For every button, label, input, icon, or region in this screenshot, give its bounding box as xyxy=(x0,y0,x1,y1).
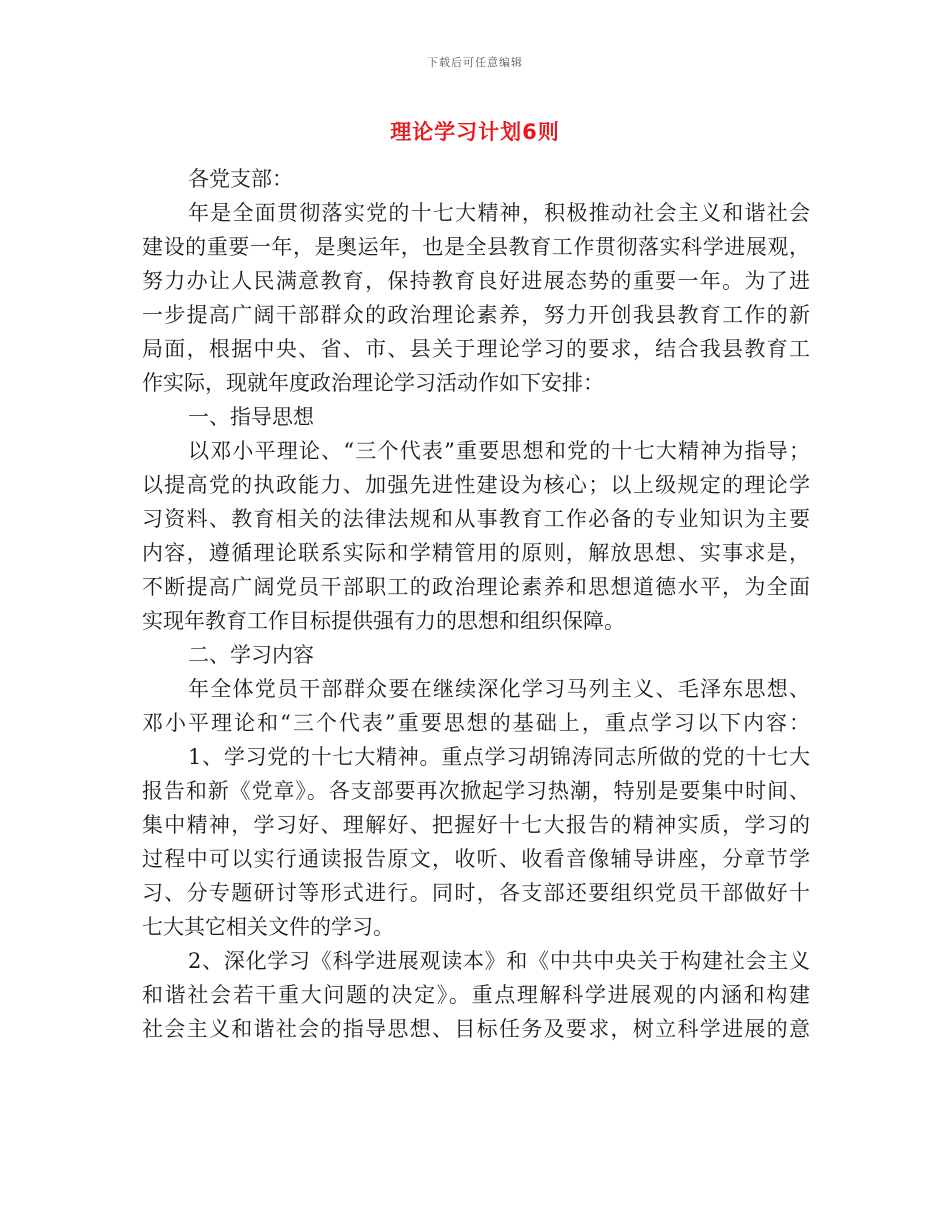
paragraph-line: 邓小平理论和“三个代表”重要思想的基础上，重点学习以下内容： xyxy=(142,711,810,735)
paragraph-line: 作实际，现就年度政治理论学习活动作如下安排： xyxy=(142,371,604,395)
paragraph-line: 和谐社会若干重大问题的决定》。重点理解科学进展观的内涵和构建 xyxy=(142,983,810,1007)
document-body xyxy=(142,162,810,1046)
paragraph-line: 习、分专题研讨等形式进行。同时，各支部还要组织党员干部做好十 xyxy=(142,881,810,905)
paragraph-line: 以提高党的执政能力、加强先进性建设为核心；以上级规定的理论学 xyxy=(142,473,810,497)
paragraph-line: 实现年教育工作目标提供强有力的思想和组织保障。 xyxy=(142,609,625,633)
paragraph-line: 集中精神，学习好、理解好、把握好十七大报告的精神实质，学习的 xyxy=(142,813,810,837)
section-heading: 二、学习内容 xyxy=(188,643,314,667)
document-title: 理论学习计划6则 xyxy=(390,120,560,144)
paragraph-line: 内容，遵循理论联系实际和学精管用的原则，解放思想、实事求是， xyxy=(142,541,810,565)
salutation-line: 各党支部： xyxy=(188,167,293,191)
paragraph-line: 习资料、教育相关的法律法规和从事教育工作必备的专业知识为主要 xyxy=(142,507,810,531)
paragraph-line: 过程中可以实行通读报告原文，收听、收看音像辅导讲座，分章节学 xyxy=(142,847,810,871)
paragraph-line: 不断提高广阔党员干部职工的政治理论素养和思想道德水平，为全面 xyxy=(142,575,810,599)
paragraph-line: 七大其它相关文件的学习。 xyxy=(142,915,394,939)
paragraph-line: 社会主义和谐社会的指导思想、目标任务及要求，树立科学进展的意 xyxy=(142,1017,810,1041)
header-note: 下载后可任意编辑 xyxy=(427,56,523,69)
paragraph-line: 一步提高广阔干部群众的政治理论素养，努力开创我县教育工作的新 xyxy=(142,303,810,327)
paragraph-line: 年全体党员干部群众要在继续深化学习马列主义、毛泽东思想、 xyxy=(188,677,810,701)
paragraph-line: 1、学习党的十七大精神。重点学习胡锦涛同志所做的党的十七大 xyxy=(188,745,810,769)
paragraph-line: 报告和新《党章》。各支部要再次掀起学习热潮，特别是要集中时间、 xyxy=(142,779,810,803)
paragraph-line: 年是全面贯彻落实党的十七大精神，积极推动社会主义和谐社会 xyxy=(188,201,810,225)
paragraph-line: 局面，根据中央、省、市、县关于理论学习的要求，结合我县教育工 xyxy=(142,337,810,361)
paragraph-line: 2、深化学习《科学进展观读本》和《中共中央关于构建社会主义 xyxy=(188,949,810,973)
section-heading: 一、指导思想 xyxy=(188,405,314,429)
paragraph-line: 努力办让人民满意教育，保持教育良好进展态势的重要一年。为了进 xyxy=(142,269,810,293)
paragraph-line: 建设的重要一年，是奥运年，也是全县教育工作贯彻落实科学进展观， xyxy=(142,235,810,259)
paragraph-line: 以邓小平理论、“三个代表”重要思想和党的十七大精神为指导； xyxy=(188,439,810,463)
